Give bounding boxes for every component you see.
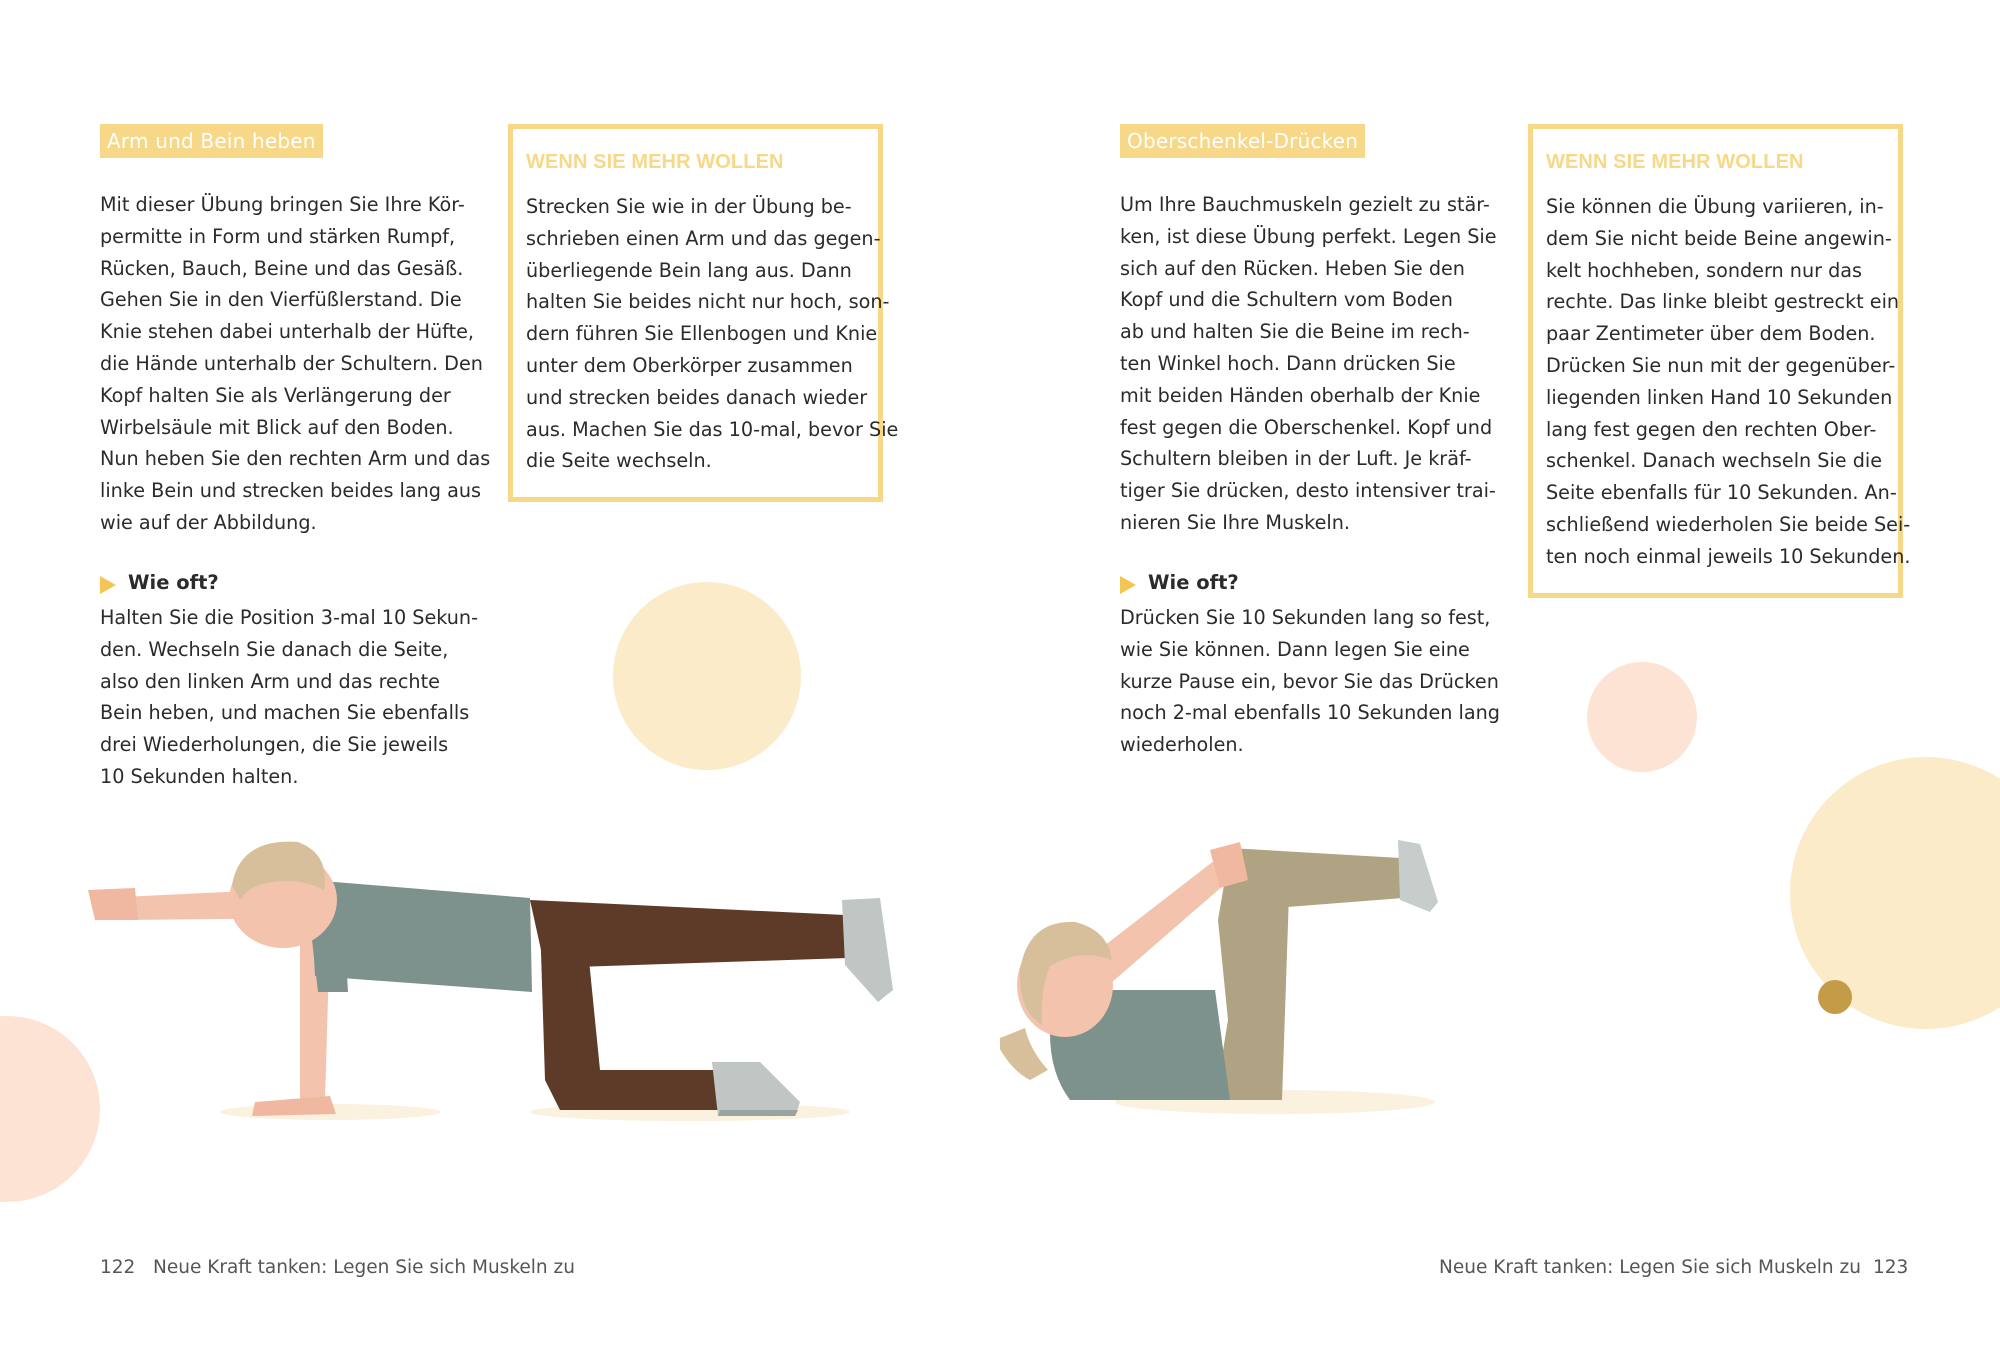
decor-circle-peach [1587,662,1697,772]
exercise-heading: Oberschenkel-Drücken [1120,124,1365,158]
right-page [1000,0,2000,1353]
more-info-box [1528,124,1911,598]
triangle-right-icon [100,576,116,594]
exercise-illustration-leg-press [1000,770,2000,1140]
decor-circle-cream [613,582,801,770]
exercise-description: Um Ihre Bauchmuskeln gezielt zu stär- ken, ist diese Übung perfekt. Legen Sie sich auf den Rücken. Heben Sie den Kopf und die Schultern vom Boden ab und halten Sie die Beine im rech- ten Winkel hoch. Dann drücken Sie mit beiden Händen oberhalb der Knie fest gegen die Oberschenkel. Kopf und Schultern bleiben in der Luft. Je kräf- tiger Sie drücken, desto intensiver trai- nieren Sie Ihre Muskeln. [1120,193,1497,534]
how-often-heading: Wie oft? [128,571,219,594]
exercise-heading: Arm und Bein heben [100,124,323,158]
running-footer: Neue Kraft tanken: Legen Sie sich Muskeln zu [153,1257,575,1278]
exercise-illustration-quadruped [0,780,1000,1140]
how-often-text: Halten Sie die Position 3-mal 10 Sekun- den. Wechseln Sie danach die Seite, also den linken Arm und das rechte Bein heben, und machen Sie ebenfalls drei Wiederholungen, die Sie jeweils 10 Sekunden halten. [100,606,479,788]
triangle-right-icon [1120,576,1136,594]
more-info-text: Strecken Sie wie in der Übung be- schrieben einen Arm und das gegen- überliegende Bein lang aus. Dann halten Sie beides nicht nur hoch, son- dern führen Sie Ellenbogen und Knie unter dem Oberkörper zusammen und strecken beides danach wieder aus. Machen Sie das 10-mal, bevor Sie die Seite wechseln. [526,195,899,473]
more-info-text: Sie können die Übung variieren, in- dem Sie nicht beide Beine angewin- kelt hochheben, sondern nur das rechte. Das linke bleibt gestreckt ein paar Zentimeter über dem Boden. Drücken Sie nun mit der gegenüber- liegenden linken Hand 10 Sekunden lang fest gegen den rechten Ober- schenkel. Danach wechseln Sie die Seite ebenfalls für 10 Sekunden. An- schließend wiederholen Sie beide Sei- ten noch einmal jeweils 10 Sekunden. [1546,195,1911,568]
exercise-description: Mit dieser Übung bringen Sie Ihre Kör- permitte in Form und stärken Rumpf, Rücken, Bauch, Beine und das Gesäß. Gehen Sie in den Vierfüßlerstand. Die Knie stehen dabei unterhalb der Hüfte, die Hände unterhalb der Schultern. Den Kopf halten Sie als Verlängerung der Wirbelsäule mit Blick auf den Boden. Nun heben Sie den rechten Arm und das linke Bein und strecken beides lang aus wie auf der Abbildung. [100,193,491,534]
how-often-text: Drücken Sie 10 Sekunden lang so fest, wie Sie können. Dann legen Sie eine kurze Pause ein, bevor Sie das Drücken noch 2-mal ebenfalls 10 Sekunden lang wiederholen. [1120,606,1500,757]
more-info-title: WENN SIE MEHR WOLLEN [1546,151,1804,173]
more-info-box [508,124,899,502]
how-often-heading: Wie oft? [1148,571,1239,594]
running-footer: Neue Kraft tanken: Legen Sie sich Muskeln zu [1439,1257,1861,1278]
page-number: 123 [1873,1257,1909,1278]
page-number: 122 [100,1257,136,1278]
more-info-title: WENN SIE MEHR WOLLEN [526,151,784,173]
